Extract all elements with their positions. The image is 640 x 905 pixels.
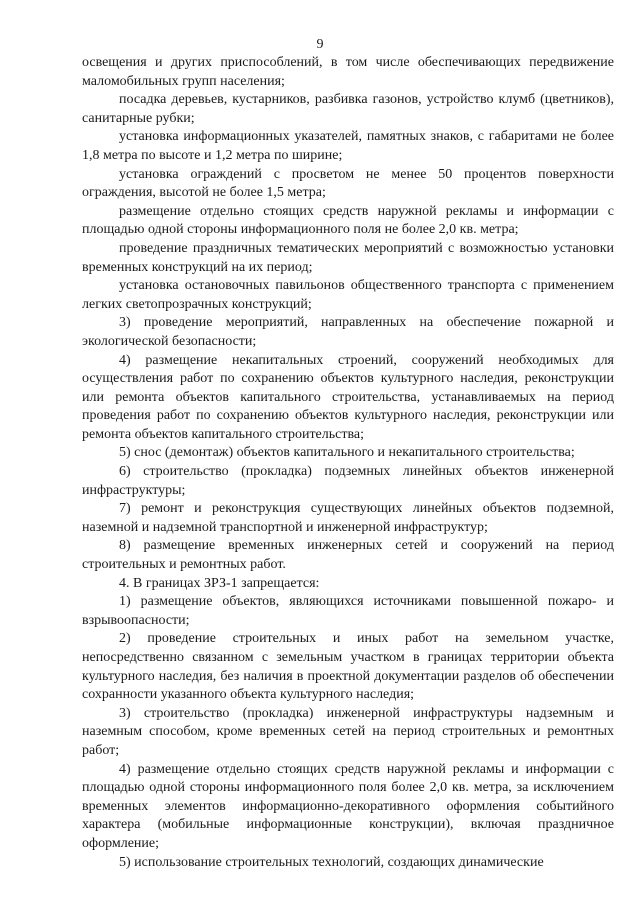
paragraph: 5) снос (демонтаж) объектов капитального и некапитального строительства; [119,445,575,461]
paragraph: установка остановочных павильонов общественного транспорта с применением легких светопрозрачных конструкций; [82,278,614,312]
paragraph: 4) размещение отдельно стоящих средств наружной рекламы и информации с площадью одной стороны информационного поля более 2,0 кв. метра, за исключением временных элементов информационно-декоративного оформления событийного характера (мобильные информационные конструкции), включая праздничное оформление; [82,761,614,851]
paragraph: 1) размещение объектов, являющихся источниками повышенной пожаро- и взрывоопасности; [82,594,614,628]
paragraph: 5) использование строительных технологий, создающих динамические [119,854,544,870]
page-number: 9 [316,37,324,52]
paragraph: 2) проведение строительных и иных работ на земельном участке, непосредственно связанном с земельным участком в границах территории объекта культурного наследия, без наличия в проектной документации разделов об обеспечении сохранности указанного объекта культурного наследия; [82,631,614,703]
paragraph: 4. В границах ЗРЗ-1 запрещается: [119,575,320,591]
paragraph: 4) размещение некапитальных строений, сооружений необходимых для осуществления работ по сохранению объектов культурного наследия, реконструкции или ремонта объектов капитального строительства, устанавливаемых на период проведения работ по сохранению объектов культурного наследия, реконструкции или ремонта объектов капитального строительства; [82,352,614,442]
paragraph: 3) проведение мероприятий, направленных на обеспечение пожарной и экологической безопасности; [82,315,614,349]
paragraph: проведение праздничных тематических мероприятий с возможностью установки временных конструкций на их период; [82,240,614,275]
paragraph: освещения и других приспособлений, в том числе обеспечивающих передвижение маломобильных групп населения; [82,55,614,89]
paragraph: размещение отдельно стоящих средств наружной рекламы и информации с площадью одной стороны информационного поля не более 2,0 кв. метра; [82,203,614,238]
paragraph: 3) строительство (прокладка) инженерной инфраструктуры надземным и наземным способом, кроме временных сетей на период строительных и ремонтных работ; [82,705,614,758]
paragraph: установка ограждений с просветом не менее 50 процентов поверхности ограждения, высотой не более 1,5 метра; [82,166,614,201]
paragraph: посадка деревьев, кустарников, разбивка газонов, устройство клумб (цветников), санитарные рубки; [82,92,614,126]
paragraph: 7) ремонт и реконструкция существующих линейных объектов подземной, наземной и надземной транспортной и инженерной инфраструктур; [82,501,614,535]
paragraph: установка информационных указателей, памятных знаков, с габаритами не более 1,8 метра по высоте и 1,2 метра по ширине; [82,129,614,163]
document-body [82,54,614,872]
paragraph: 8) размещение временных инженерных сетей и сооружений на период строительных и ремонтных работ. [82,538,614,573]
paragraph: 6) строительство (прокладка) подземных линейных объектов инженерной инфраструктуры; [82,464,614,498]
